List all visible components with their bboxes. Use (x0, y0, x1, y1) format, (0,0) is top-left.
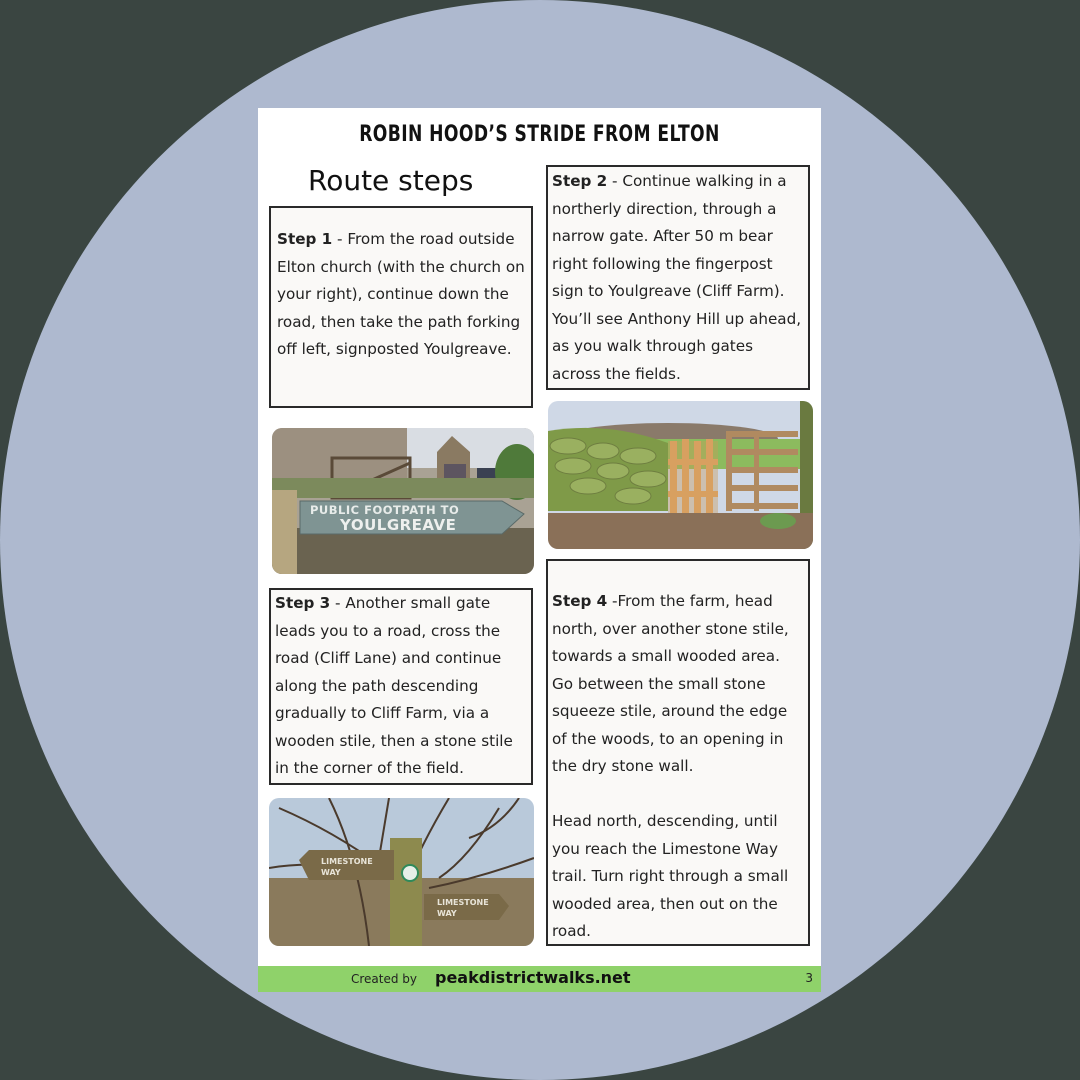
photo-gate (548, 401, 813, 549)
step-1-label: Step 1 (277, 230, 333, 248)
fingerpost-left-line2: WAY (321, 868, 341, 877)
step-2-label: Step 2 (552, 172, 608, 190)
photo-footpath-sign (272, 428, 534, 574)
step-3-label: Step 3 (275, 594, 331, 612)
photo-fingerpost (269, 798, 534, 946)
footer-bar (258, 966, 821, 992)
sign-line-1: PUBLIC FOOTPATH TO (310, 503, 460, 517)
step-4-text: -From the farm, head north, over another stone stile, towards a small wooded area. Go between the small stone squeeze stile, around the edge of the woods, to an opening in the dry stone wall. (552, 592, 789, 775)
fingerpost-right-line2: WAY (437, 909, 457, 918)
created-by-label: Created by (351, 972, 418, 986)
page-title: ROBIN HOOD’S STRIDE FROM ELTON (359, 122, 720, 147)
document-page (258, 108, 821, 992)
site-link[interactable]: peakdistrictwalks.net (435, 968, 631, 987)
step-4-box (546, 559, 810, 946)
step-3-text: - Another small gate leads you to a road, cross the road (Cliff Lane) and continue along the path descending gradually to Cliff Farm, via a wooden stile, then a stone stile in the corner of the field. (275, 594, 513, 777)
step-1-box (269, 206, 533, 408)
step-3-box (269, 588, 533, 785)
step-2-box (546, 165, 810, 390)
step-4-text-2: Head north, descending, until you reach the Limestone Way trail. Turn right through a small wooded area, then out on the road. (552, 812, 789, 940)
section-heading: Route steps (308, 164, 474, 197)
step-2-text: - Continue walking in a northerly direction, through a narrow gate. After 50 m bear right following the fingerpost sign to Youlgreave (Cliff Farm). You’ll see Anthony Hill up ahead, as you walk through gates across the fields. (552, 172, 802, 383)
fingerpost-right-line1: LIMESTONE (437, 898, 489, 907)
step-4-label: Step 4 (552, 592, 608, 610)
sign-line-2: YOULGREAVE (340, 516, 457, 534)
step-1-text: - From the road outside Elton church (with the church on your right), continue down the road, then take the path forking off left, signposted Youlgreave. (277, 230, 525, 358)
fingerpost-left-line1: LIMESTONE (321, 857, 373, 866)
page-number: 3 (805, 971, 813, 985)
